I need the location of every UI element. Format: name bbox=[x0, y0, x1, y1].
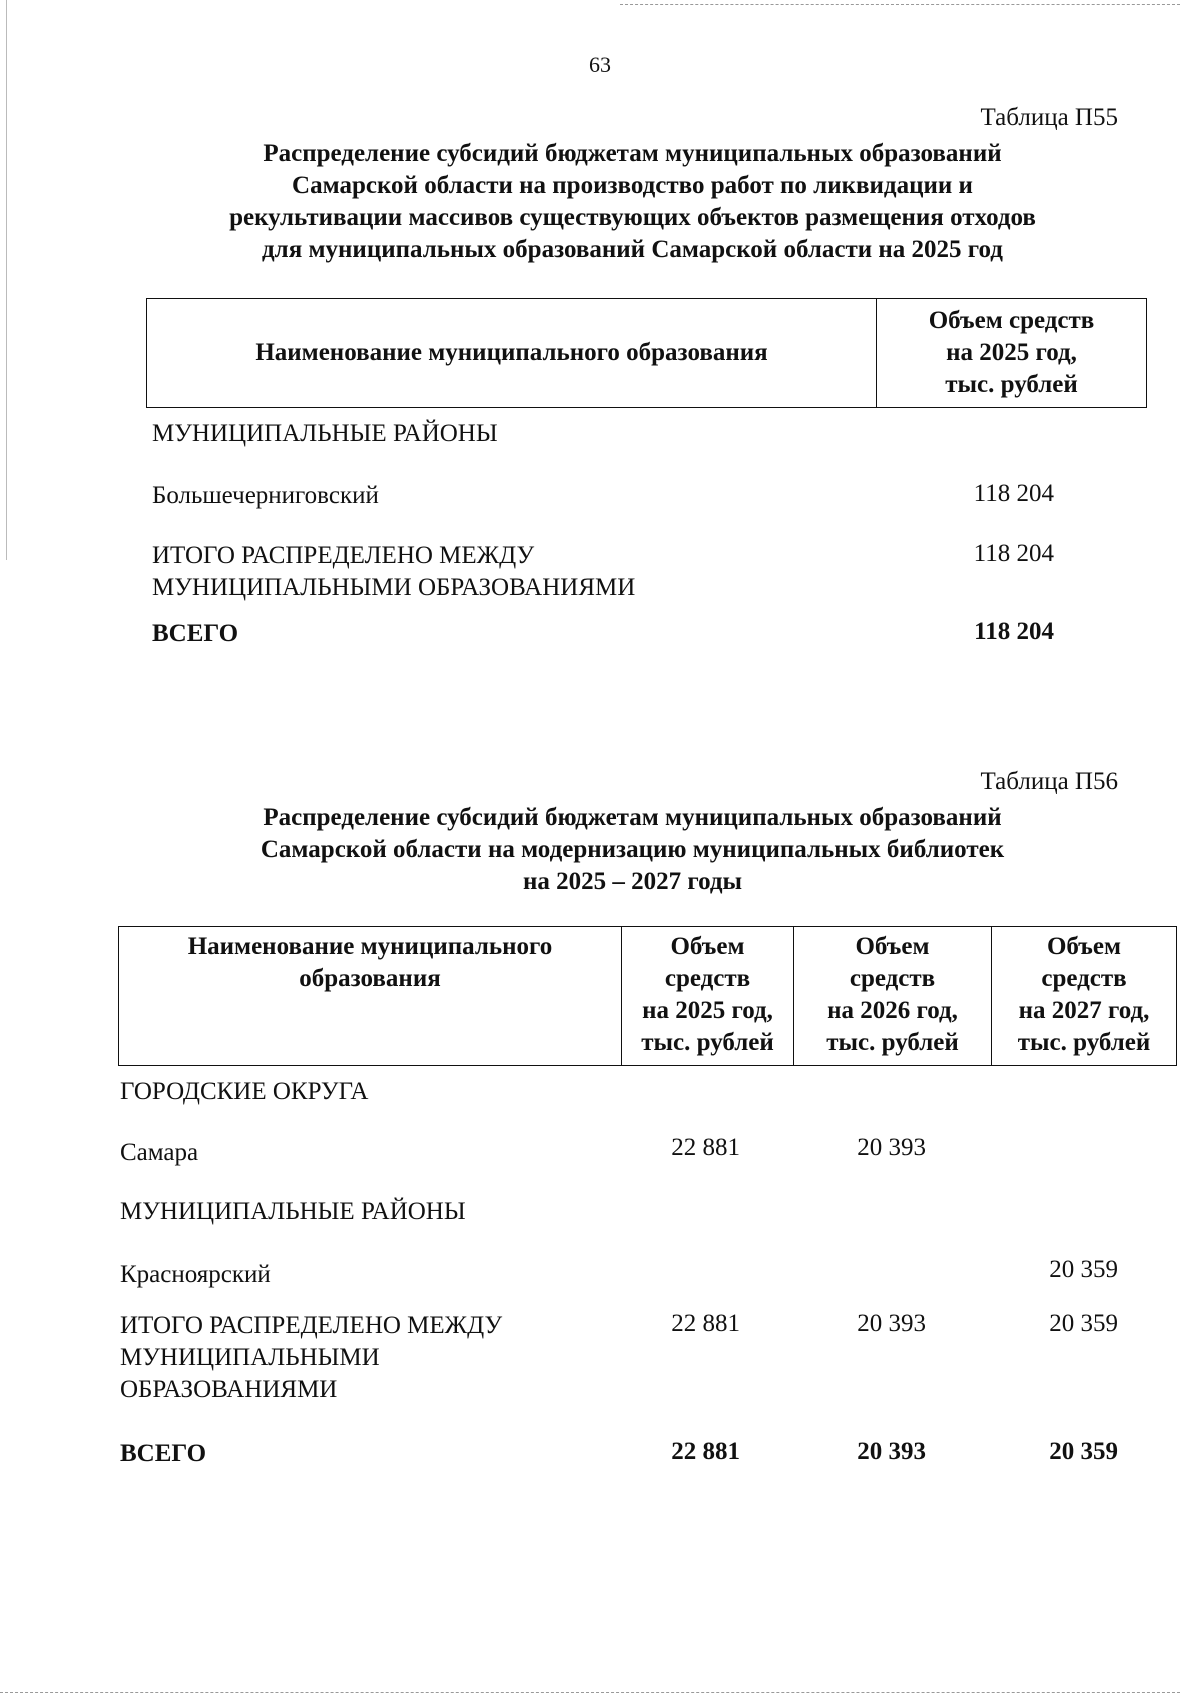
row-name-samara: Самара bbox=[120, 1139, 199, 1166]
header-2026-line: Объем bbox=[855, 933, 930, 960]
row-grand-total-2026: 20 393 bbox=[857, 1438, 926, 1465]
table-p56-header-2025 bbox=[622, 927, 794, 1066]
scan-artifact-left-edge bbox=[6, 0, 7, 560]
header-2026-line: на 2026 год, bbox=[827, 997, 958, 1024]
header-2025-line: тыс. рублей bbox=[641, 1029, 774, 1056]
total-distributed-line: МУНИЦИПАЛЬНЫМИ bbox=[120, 1344, 380, 1371]
table-p55-header-name bbox=[147, 299, 877, 408]
row-krasnoyarsky-2027: 20 359 bbox=[1049, 1256, 1118, 1283]
total-distributed-line: ОБРАЗОВАНИЯМИ bbox=[120, 1376, 338, 1403]
row-name-krasnoyarsky: Красноярский bbox=[120, 1261, 271, 1288]
scan-artifact-bottom bbox=[0, 1692, 1180, 1693]
total-distributed-line: МУНИЦИПАЛЬНЫМИ ОБРАЗОВАНИЯМИ bbox=[152, 574, 636, 601]
header-value-line: тыс. рублей bbox=[945, 371, 1078, 398]
header-name-text: Наименование муниципального образования bbox=[255, 339, 768, 366]
header-2026-line: тыс. рублей bbox=[826, 1029, 959, 1056]
header-2027-line: на 2027 год, bbox=[1018, 997, 1150, 1024]
header-2025-line: Объем bbox=[670, 933, 745, 960]
section-municipal-districts-2: МУНИЦИПАЛЬНЫЕ РАЙОНЫ bbox=[120, 1198, 466, 1225]
table-p56-header-2027 bbox=[992, 927, 1177, 1066]
table-p55-header-value bbox=[877, 299, 1147, 408]
section-municipal-districts: МУНИЦИПАЛЬНЫЕ РАЙОНЫ bbox=[152, 420, 498, 447]
header-2027-line: средств bbox=[1041, 965, 1127, 992]
section-city-districts: ГОРОДСКИЕ ОКРУГА bbox=[120, 1078, 369, 1105]
row-total-distributed-2025: 22 881 bbox=[671, 1310, 740, 1337]
row-grand-total-label-2: ВСЕГО bbox=[120, 1440, 207, 1467]
table-p55-header bbox=[146, 298, 1147, 408]
scan-artifact-top bbox=[620, 4, 1180, 5]
row-grand-total-value: 118 204 bbox=[974, 618, 1054, 645]
header-2026-line: средств bbox=[849, 965, 936, 992]
table-p56-title-line: Распределение субсидий бюджетам муниципальных образований bbox=[263, 804, 1002, 831]
table-p56-header-2026 bbox=[794, 927, 992, 1066]
row-total-distributed-2026: 20 393 bbox=[857, 1310, 926, 1337]
row-value-bolshechernigovsky: 118 204 bbox=[973, 480, 1054, 507]
row-total-distributed-value: 118 204 bbox=[973, 540, 1054, 567]
table-p56-header-name bbox=[119, 927, 622, 1066]
table-p56-label: Таблица П56 bbox=[980, 768, 1118, 795]
table-p56-header bbox=[118, 926, 1177, 1066]
table-p56-title-line: на 2025 – 2027 годы bbox=[522, 868, 743, 895]
row-total-distributed-label-2 bbox=[120, 1310, 502, 1406]
table-p55-label: Таблица П55 bbox=[980, 104, 1118, 131]
table-p55-title-line: для муниципальных образований Самарской области на 2025 год bbox=[262, 236, 1003, 263]
header-2025-line: средств bbox=[664, 965, 751, 992]
header-2025-line: на 2025 год, bbox=[642, 997, 773, 1024]
table-p55-title-line: Распределение субсидий бюджетам муниципальных образований bbox=[263, 140, 1002, 167]
header-value-line: Объем средств bbox=[928, 307, 1095, 334]
header-name-line: образования bbox=[299, 965, 441, 992]
header-value-line: на 2025 год, bbox=[946, 339, 1077, 366]
row-grand-total-2027: 20 359 bbox=[1049, 1438, 1118, 1465]
page-number: 63 bbox=[589, 52, 611, 77]
table-p56-title bbox=[0, 802, 1200, 898]
table-p55-title-line: рекультивации массивов существующих объектов размещения отходов bbox=[229, 204, 1036, 231]
row-name-bolshechernigovsky: Большечерниговский bbox=[152, 482, 379, 509]
table-p55-title bbox=[0, 138, 1200, 266]
header-2027-line: Объем bbox=[1046, 933, 1122, 960]
table-p55-title-line: Самарской области на производство работ по ликвидации и bbox=[292, 172, 973, 199]
row-total-distributed-label bbox=[152, 540, 635, 604]
row-samara-2025: 22 881 bbox=[671, 1134, 740, 1161]
total-distributed-line: ИТОГО РАСПРЕДЕЛЕНО МЕЖДУ bbox=[152, 542, 535, 569]
table-p56-title-line: Самарской области на модернизацию муниципальных библиотек bbox=[260, 836, 1005, 863]
row-total-distributed-2027: 20 359 bbox=[1049, 1310, 1118, 1337]
header-2027-line: тыс. рублей bbox=[1017, 1029, 1151, 1056]
total-distributed-line: ИТОГО РАСПРЕДЕЛЕНО МЕЖДУ bbox=[120, 1312, 503, 1339]
row-grand-total-2025: 22 881 bbox=[671, 1438, 740, 1465]
row-samara-2026: 20 393 bbox=[857, 1134, 926, 1161]
header-name-line: Наименование муниципального bbox=[187, 933, 553, 960]
row-grand-total-label: ВСЕГО bbox=[152, 620, 239, 647]
